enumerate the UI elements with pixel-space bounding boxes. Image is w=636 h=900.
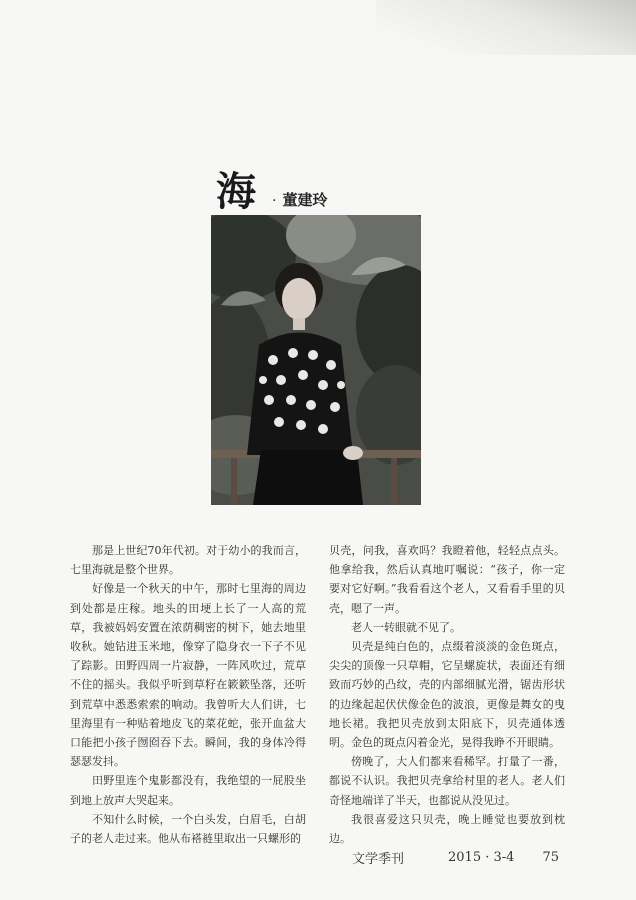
article-title: 海 bbox=[216, 168, 258, 215]
paragraph: 贝壳，问我，喜欢吗？我瞪着他，轻轻点点头。他拿给我，然后认真地叮嘱说：“孩子，你一定要对它好啊。”我看看这个老人，又看看手里的贝壳，嗯了一声。 bbox=[329, 544, 565, 615]
paragraph: 傍晚了，大人们都来看稀罕。打量了一番，都说不认识。我把贝壳拿给村里的老人。老人们奇怪地端详了半天，也都说从没见过。 bbox=[329, 755, 565, 807]
issue-number: 2015 · 3-4 bbox=[448, 849, 515, 865]
page-number: 75 bbox=[542, 849, 559, 865]
article-header bbox=[216, 160, 328, 215]
body-column-right bbox=[329, 541, 565, 848]
author-photo bbox=[211, 215, 421, 505]
author-name: 董建玲 bbox=[282, 191, 328, 209]
author-separator: · bbox=[272, 193, 277, 209]
paragraph: 那是上世纪70年代初。对于幼小的我而言，七里海就是整个世界。 bbox=[70, 544, 306, 577]
paragraph: 我很喜爱这只贝壳，晚上睡觉也要放到枕边。 bbox=[329, 812, 565, 846]
scan-corner-shadow bbox=[376, 0, 636, 55]
author-photo-illustration bbox=[211, 215, 421, 505]
magazine-name: 文学季刊 bbox=[352, 851, 405, 867]
paragraph: 不知什么时候，一个白头发，白眉毛，白胡子的老人走过来。他从布褡裢里取出一只螺形的 bbox=[70, 812, 306, 846]
page-footer bbox=[352, 847, 592, 867]
paragraph: 田野里连个鬼影都没有，我绝望的一屁股坐到地上放声大哭起来。 bbox=[70, 774, 306, 807]
paragraph: 贝壳是纯白色的，点缀着淡淡的金色斑点，尖尖的顶像一只草帽，它呈螺旋状，表面还有细致而巧妙的凸纹，壳的内部细腻光滑，锯齿形状的边缘起起伏伏像金色的波浪，更像是舞女的曳地长裙。我把贝壳放到太阳底下，贝壳通体透明。金色的斑点闪着金光，晃得我睁不开眼睛。 bbox=[329, 640, 565, 750]
paragraph: 老人一转眼就不见了。 bbox=[351, 620, 461, 634]
paragraph: 好像是一个秋天的中午，那时七里海的周边到处都是庄稼。地头的田埂上长了一人高的荒草，我被妈妈安置在浓荫稠密的树下，她去地里收秋。她钻进玉米地，像穿了隐身衣一下子不见了踪影。田野四周一片寂静，一阵风吹过，荒草不住的摇头。我似乎听到草籽在簌簌坠落，还听到荒草中悉悉索索的响动。我曾听大人们讲，七里海里有一种贴着地皮飞的菜花蛇，张开血盆大口能把小孩子囫囵吞下去。瞬间，我的身体冷得瑟瑟发抖。 bbox=[70, 582, 306, 769]
body-column-left bbox=[70, 541, 306, 848]
